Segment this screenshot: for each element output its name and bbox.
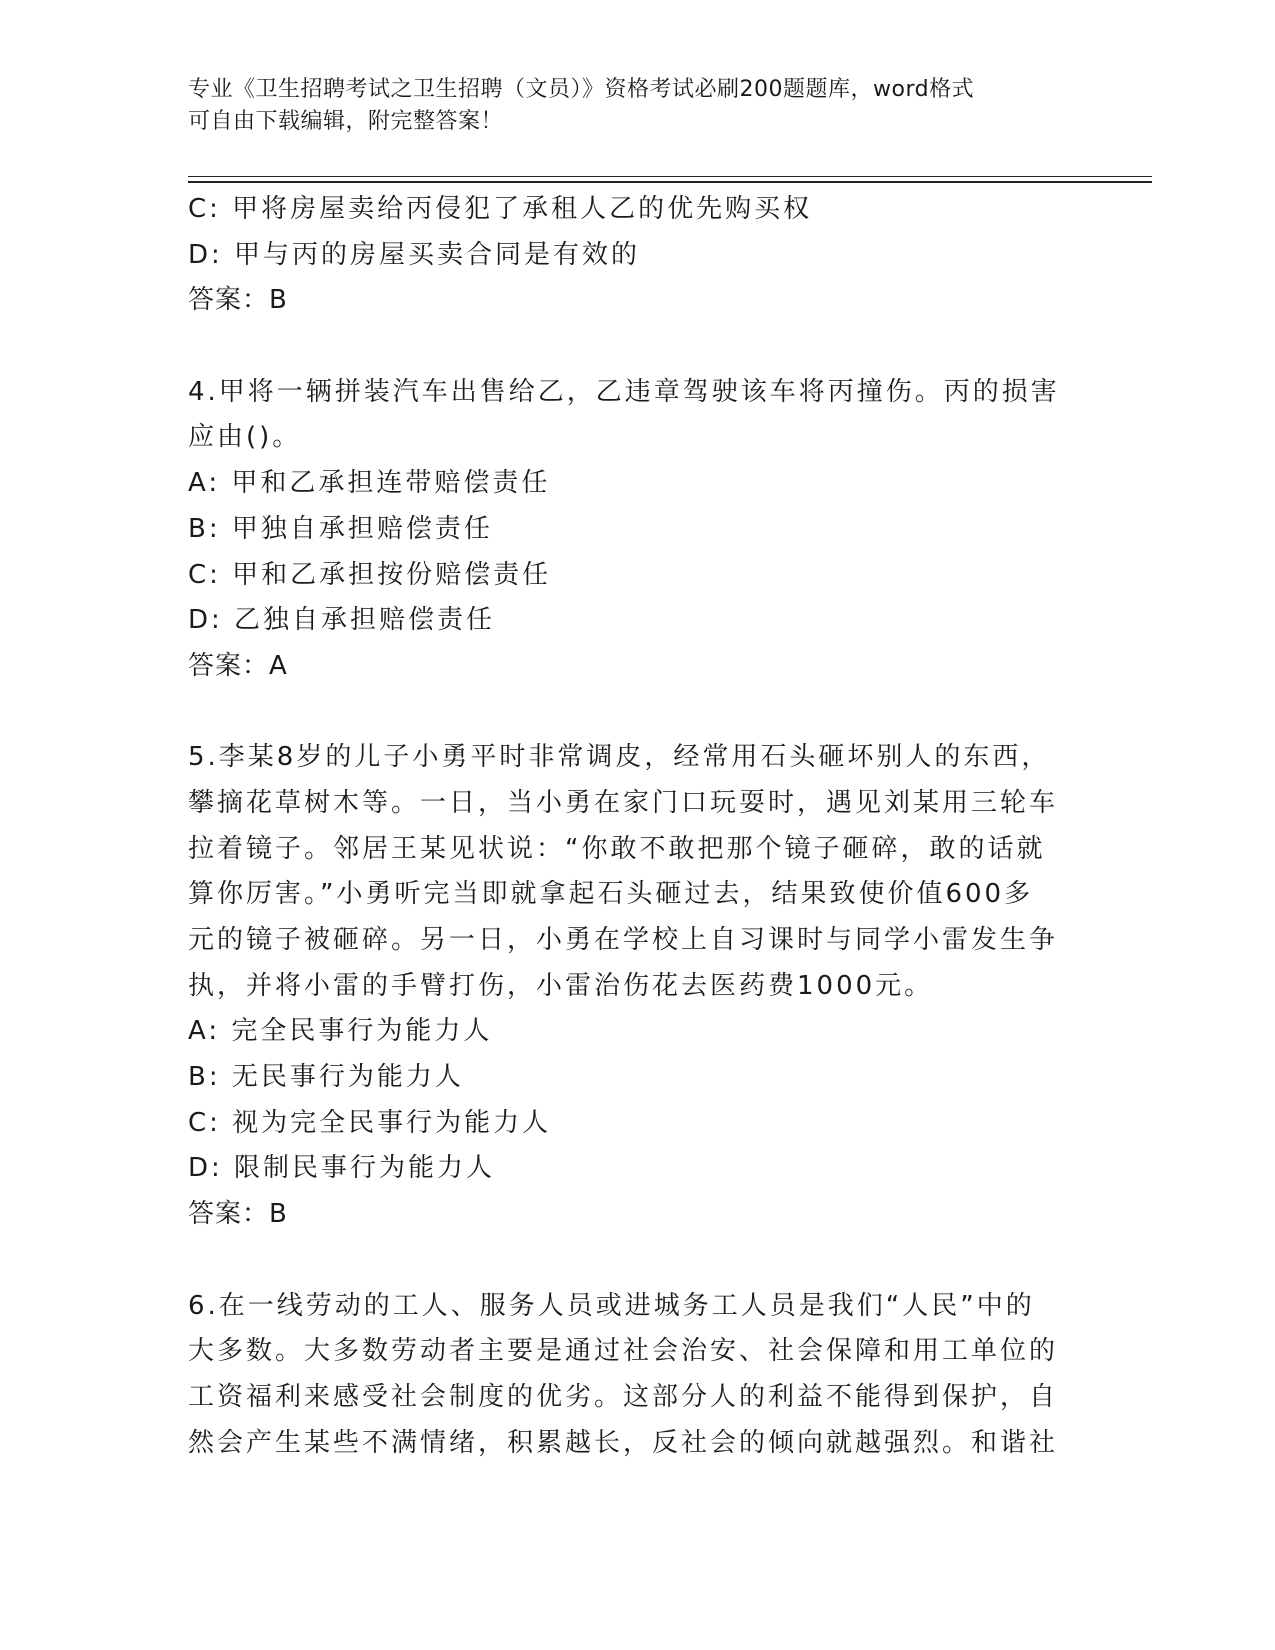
q4-option-c: C: 甲和乙承担按份赔偿责任 — [188, 559, 552, 590]
q5-stem-line-4: 算你厉害。”小勇听完当即就拿起石头砸过去，结果致使价值600多 — [188, 879, 1034, 910]
q5-stem-line-3: 拉着镜子。邻居王某见状说：“你敢不敢把那个镜子砸碎，敢的话就 — [188, 833, 1046, 864]
q5-stem-line-6: 执，并将小雷的手臂打伤，小雷治伤花去医药费1000元。 — [188, 970, 934, 1001]
header-title-line-2: 可自由下载编辑，附完整答案！ — [188, 109, 504, 134]
q5-option-c: C: 视为完全民事行为能力人 — [188, 1107, 552, 1138]
q3-option-d: D: 甲与丙的房屋买卖合同是有效的 — [188, 239, 641, 270]
q4-option-d: D: 乙独自承担赔偿责任 — [188, 605, 496, 636]
q5-stem-line-1: 5.李某8岁的儿子小勇平时非常调皮，经常用石头砸坏别人的东西， — [188, 742, 1051, 773]
q4-answer: 答案：A — [188, 650, 288, 681]
spacer — [188, 690, 1068, 736]
q5-option-a: A: 完全民事行为能力人 — [188, 1016, 493, 1047]
q5-stem-line-5: 元的镜子被砸碎。另一日，小勇在学校上自习课时与同学小雷发生争 — [188, 925, 1059, 955]
q4-stem-line-2: 应由()。 — [188, 422, 302, 453]
q4-stem-line-1: 4.甲将一辆拼装汽车出售给乙，乙违章驾驶该车将丙撞伤。丙的损害 — [188, 376, 1060, 407]
spacer — [188, 324, 1068, 370]
q6-stem-line-4: 然会产生某些不满情绪，积累越长，反社会的倾向就越强烈。和谐社 — [188, 1427, 1059, 1458]
header-title-line-1: 专业《卫生招聘考试之卫生招聘（文员）》资格考试必刷200题题库，word格式 — [188, 77, 975, 102]
spacer — [188, 1238, 1068, 1284]
page-header — [188, 74, 1068, 138]
q3-option-c: C: 甲将房屋卖给丙侵犯了承租人乙的优先购买权 — [188, 194, 813, 224]
q5-option-d: D: 限制民事行为能力人 — [188, 1153, 496, 1184]
q4-option-a: A: 甲和乙承担连带赔偿责任 — [188, 468, 551, 499]
header-rule-thick — [188, 181, 1152, 183]
q5-answer: 答案：B — [188, 1199, 288, 1230]
document-body — [188, 187, 1068, 1466]
q6-stem-line-1: 6.在一线劳动的工人、服务人员或进城务工人员是我们“人民”中的 — [188, 1290, 1035, 1321]
q4-option-b: B: 甲独自承担赔偿责任 — [188, 513, 493, 544]
header-rule-thin — [188, 176, 1152, 177]
q6-stem-line-2: 大多数。大多数劳动者主要是通过社会治安、社会保障和用工单位的 — [188, 1336, 1059, 1367]
q3-answer: 答案：B — [188, 285, 288, 316]
q6-stem-line-3: 工资福利来感受社会制度的优劣。这部分人的利益不能得到保护，自 — [188, 1381, 1059, 1412]
q5-stem-line-2: 攀摘花草树木等。一日，当小勇在家门口玩耍时，遇见刘某用三轮车 — [188, 787, 1059, 818]
q5-option-b: B: 无民事行为能力人 — [188, 1062, 464, 1093]
